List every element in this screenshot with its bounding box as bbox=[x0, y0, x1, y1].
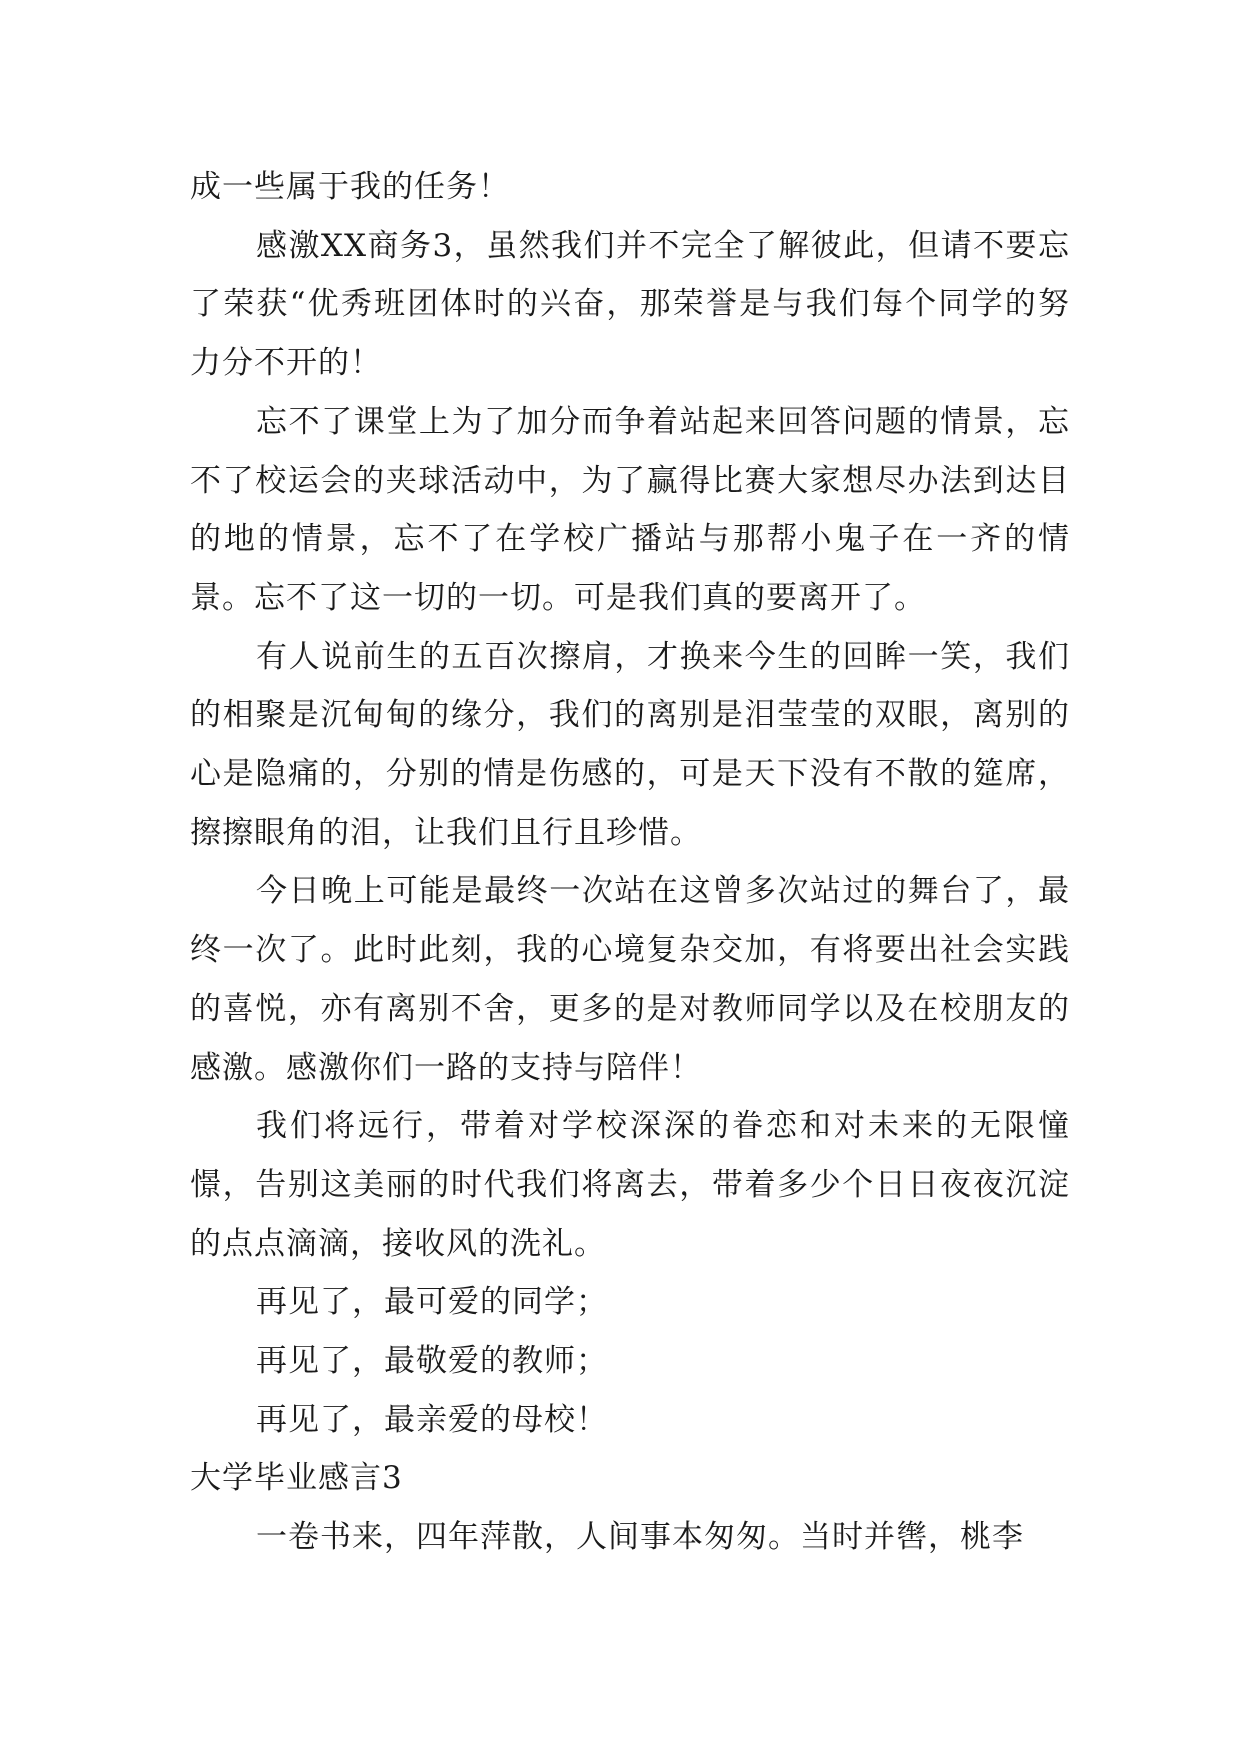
paragraph-3: 忘不了课堂上为了加分而争着站起来回答问题的情景，忘不了校运会的夹球活动中，为了赢得比赛大家想尽办法到达目的地的情景，忘不了在学校广播站与那帮小鬼子在一齐的情景。忘不了这一切的一切。可是我们真的要离开了。 bbox=[190, 403, 1070, 616]
farewell-line-school: 再见了，最亲爱的母校！ bbox=[256, 1401, 608, 1438]
paragraph-1: 成一些属于我的任务！ bbox=[190, 169, 510, 205]
document-body bbox=[190, 158, 1070, 1567]
paragraph-2: 感激XX商务3，虽然我们并不完全了解彼此，但请不要忘了荣获“优秀班团体时的兴奋，那荣誉是与我们每个同学的努力分不开的！ bbox=[190, 227, 1070, 382]
paragraph-5: 今日晚上可能是最终一次站在这曾多次站过的舞台了，最终一次了。此时此刻，我的心境复杂交加，有将要出社会实践的喜悦，亦有离别不舍，更多的是对教师同学以及在校朋友的感激。感激你们一路的支持与陪伴！ bbox=[190, 873, 1070, 1086]
paragraph-6: 我们将远行，带着对学校深深的眷恋和对未来的无限憧憬，告别这美丽的时代我们将离去，带着多少个日日夜夜沉淀的点点滴滴，接收风的洗礼。 bbox=[190, 1108, 1070, 1262]
paragraph-last: 一卷书来，四年萍散，人间事本匆匆。当时并辔，桃李 bbox=[256, 1519, 1024, 1556]
farewell-line-teachers: 再见了，最敬爱的教师； bbox=[256, 1343, 608, 1380]
farewell-line-classmates: 再见了，最可爱的同学； bbox=[256, 1284, 608, 1321]
section-heading: 大学毕业感言3 bbox=[190, 1460, 403, 1497]
paragraph-4: 有人说前生的五百次擦肩，才换来今生的回眸一笑，我们的相聚是沉甸甸的缘分，我们的离别是泪莹莹的双眼，离别的心是隐痛的，分别的情是伤感的，可是天下没有不散的筵席，擦擦眼角的泪，让我们且行且珍惜。 bbox=[190, 638, 1070, 851]
